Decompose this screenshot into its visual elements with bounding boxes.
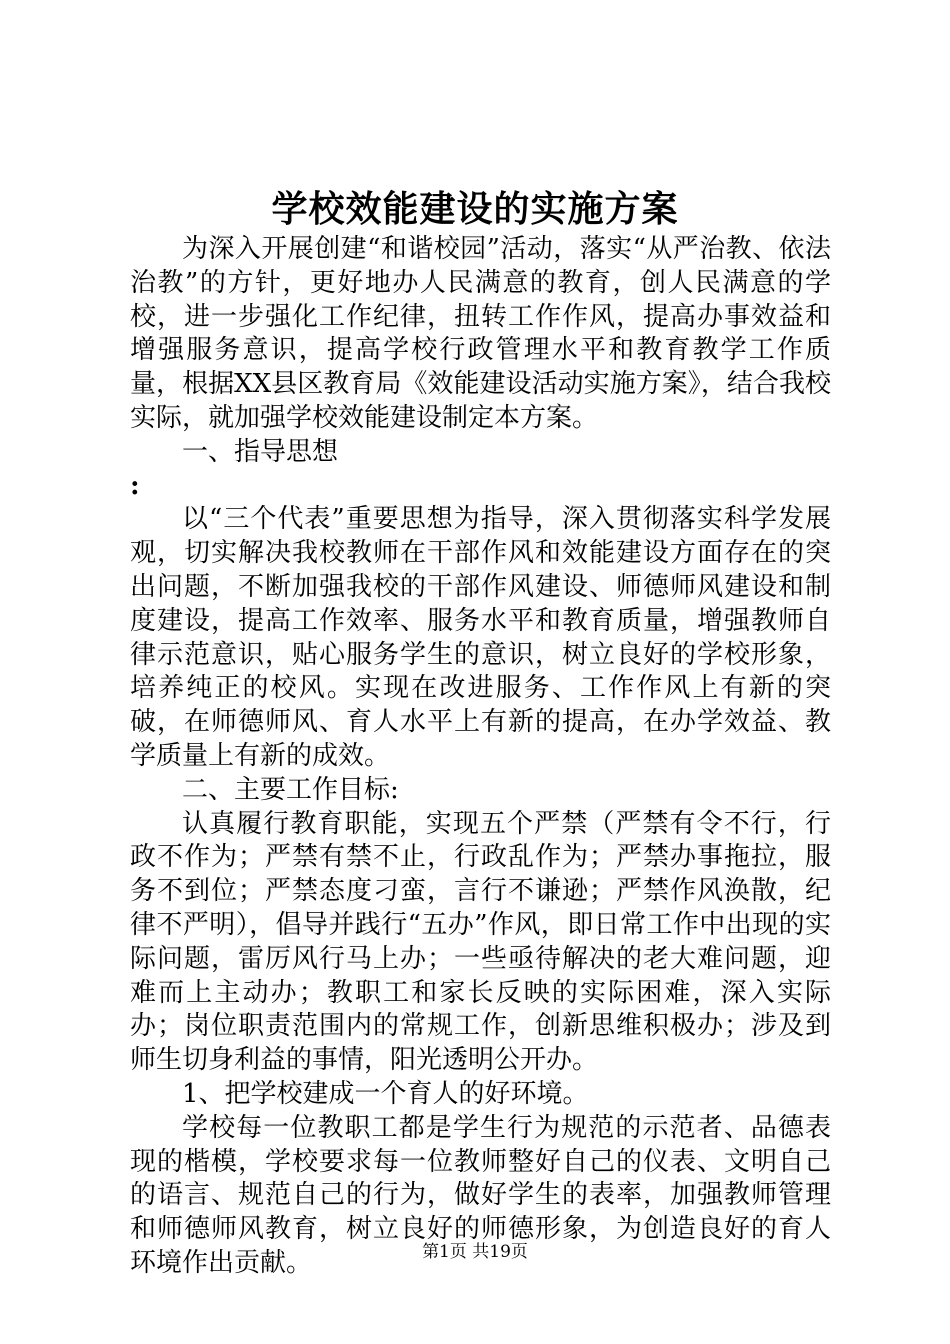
document-title: 学校效能建设的实施方案: [271, 188, 679, 230]
guiding-ideology-paragraph: 以“三个代表”重要思想为指导，深入贯彻落实科学发展观，切实解决我校教师在干部作风和效能建设方面存在的突出问题，不断加强我校的干部作风建设、师德师风建设和制度建设，提高工作效率、服务水平和教育质量，增强教师自律示范意识，贴心服务学生的意识，树立良好的学校形象，培养纯正的校风。实现在改进服务、工作作风上有新的突破，在师德师风、育人水平上有新的提高，在办学效益、教学质量上有新的成效。: [130, 504, 831, 771]
heading-colon: :: [130, 470, 140, 501]
good-environment-paragraph: 学校每一位教职工都是学生行为规范的示范者、品德表现的楷模，学校要求每一位教师整好自己的仪表、文明自己的语言、规范自己的行为，做好学生的表率，加强教师管理和师德师风教育，树立良好的师德形象，为创造良好的育人环境作出贡献。: [130, 1112, 831, 1278]
subheading-good-environment: 1、把学校建成一个育人的好环境。: [182, 1078, 589, 1109]
section-heading-guiding-ideology: 一、指导思想: [182, 436, 339, 467]
intro-paragraph: 为深入开展创建“和谐校园”活动，落实“从严治教、依法治教”的方针，更好地办人民满意的教育，创人民满意的学校，进一步强化工作纪律，扭转工作作风，提高办事效益和增强服务意识，提高学校行政管理水平和教育教学工作质量，根据XX县区教育局《效能建设活动实施方案》，结合我校实际，就加强学校效能建设制定本方案。: [130, 234, 831, 433]
page-footer: 第1页 共19页: [422, 1242, 528, 1262]
main-goals-paragraph: 认真履行教育职能，实现五个严禁（严禁有令不行，行政不作为；严禁有禁不止，行政乱作为；严禁办事拖拉，服务不到位；严禁态度刁蛮，言行不谦逊；严禁作风涣散，纪律不严明），倡导并践行“五办”作风，即日常工作中出现的实际问题，雷厉风行马上办；一些亟待解决的老大难问题，迎难而上主动办；教职工和家长反映的实际困难，深入实际办；岗位职责范围内的常规工作，创新思维积极办；涉及到师生切身利益的事情，阳光透明公开办。: [130, 808, 831, 1076]
document-body: [130, 233, 831, 1281]
section-heading-main-goals: 二、主要工作目标:: [182, 774, 399, 805]
